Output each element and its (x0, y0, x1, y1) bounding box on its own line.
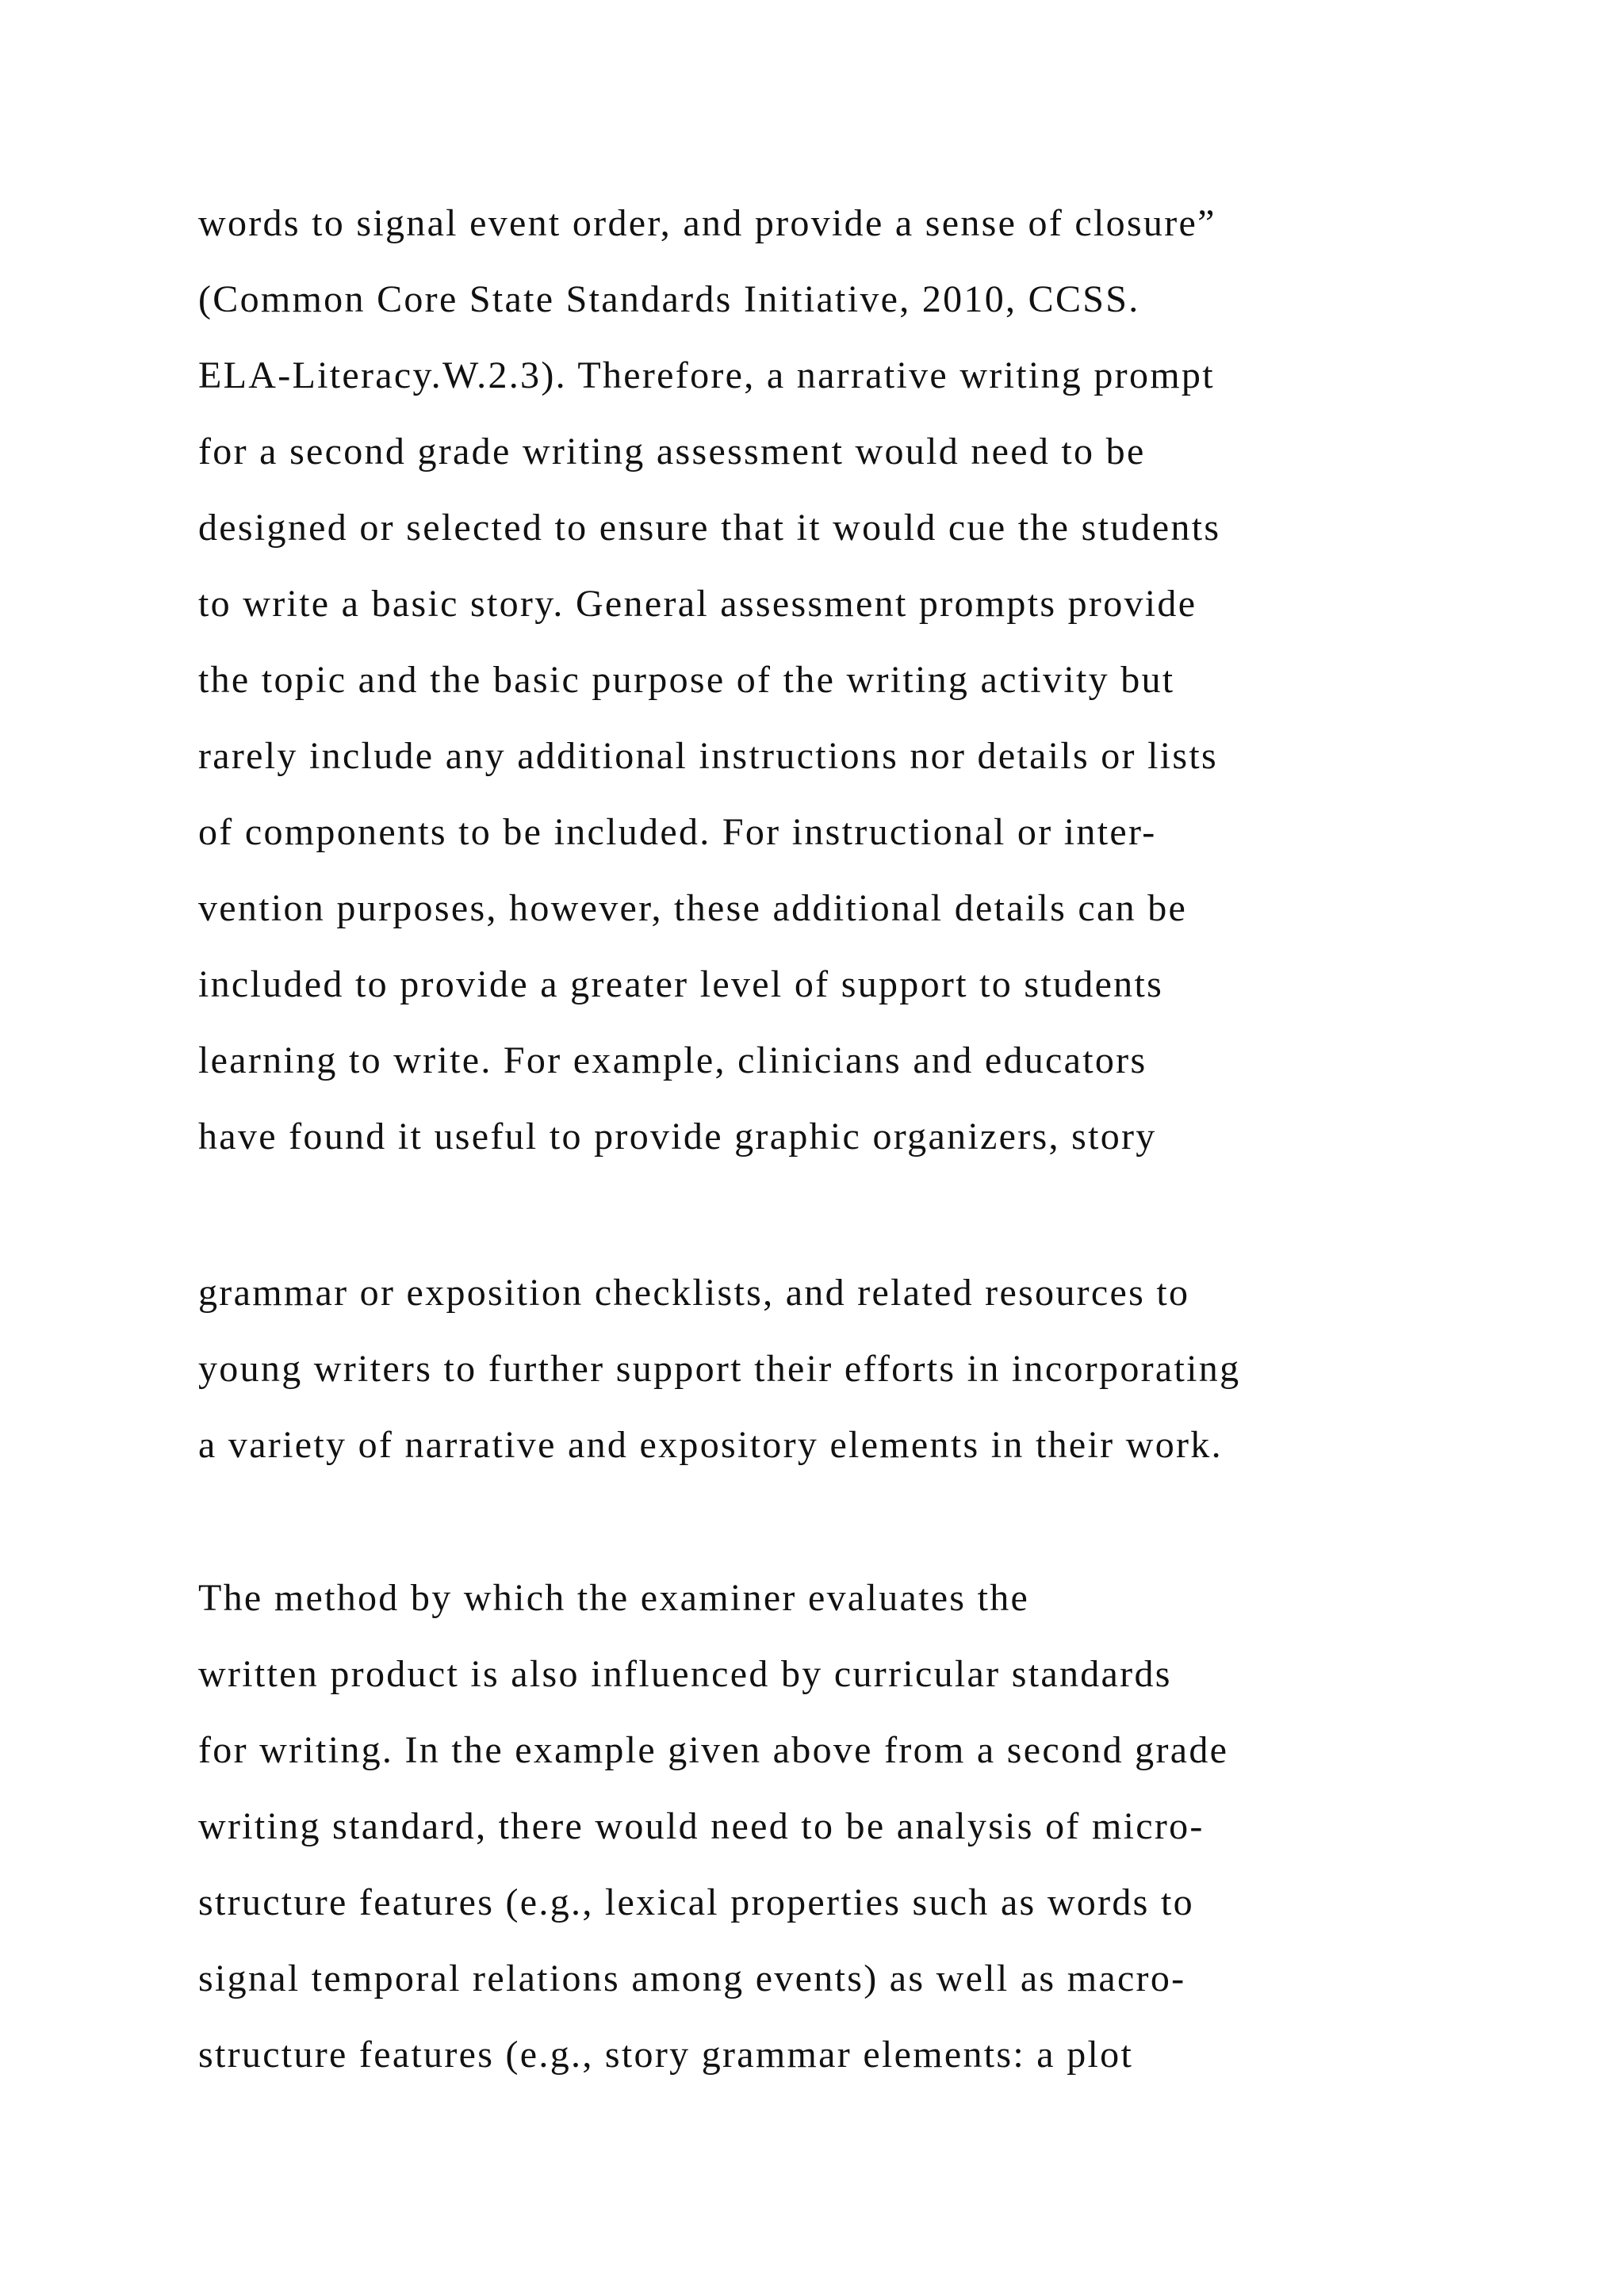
paragraph-2 (198, 1255, 1240, 1483)
text-line: ELA-Literacy.W.2.3). Therefore, a narrative writing prompt (198, 354, 1215, 396)
text-line: written product is also influenced by curricular standards (198, 1653, 1172, 1695)
text-line: a variety of narrative and expository elements in their work. (198, 1424, 1223, 1466)
text-line: designed or selected to ensure that it would cue the students (198, 507, 1221, 549)
text-line: vention purposes, however, these additional details can be (198, 887, 1188, 929)
text-line: structure features (e.g., lexical properties such as words to (198, 1881, 1194, 1923)
text-line: grammar or exposition checklists, and related resources to (198, 1272, 1190, 1314)
text-line: words to signal event order, and provide a sense of closure” (198, 202, 1216, 244)
text-line: writing standard, there would need to be analysis of micro- (198, 1805, 1205, 1847)
text-line: structure features (e.g., story grammar elements: a plot (198, 2034, 1134, 2076)
text-line: rarely include any additional instructions nor details or lists (198, 735, 1218, 777)
text-line: included to provide a greater level of support to students (198, 963, 1164, 1005)
text-line: young writers to further support their efforts in incorporating (198, 1348, 1241, 1390)
text-line: learning to write. For example, clinicians and educators (198, 1039, 1147, 1081)
text-line: for a second grade writing assessment would need to be (198, 430, 1146, 473)
text-line: for writing. In the example given above from a second grade (198, 1729, 1229, 1771)
text-line: signal temporal relations among events) as well as macro- (198, 1957, 1186, 1999)
text-line: have found it useful to provide graphic organizers, story (198, 1115, 1157, 1158)
paragraph-1 (198, 186, 1220, 1175)
text-line: to write a basic story. General assessment prompts provide (198, 583, 1197, 625)
text-line: The method by which the examiner evaluates the (198, 1577, 1030, 1619)
text-line: the topic and the basic purpose of the writing activity but (198, 659, 1175, 701)
text-line: (Common Core State Standards Initiative, 2010, CCSS. (198, 278, 1140, 320)
text-line: of components to be included. For instructional or inter- (198, 811, 1157, 853)
paragraph-3 (198, 1560, 1228, 2093)
